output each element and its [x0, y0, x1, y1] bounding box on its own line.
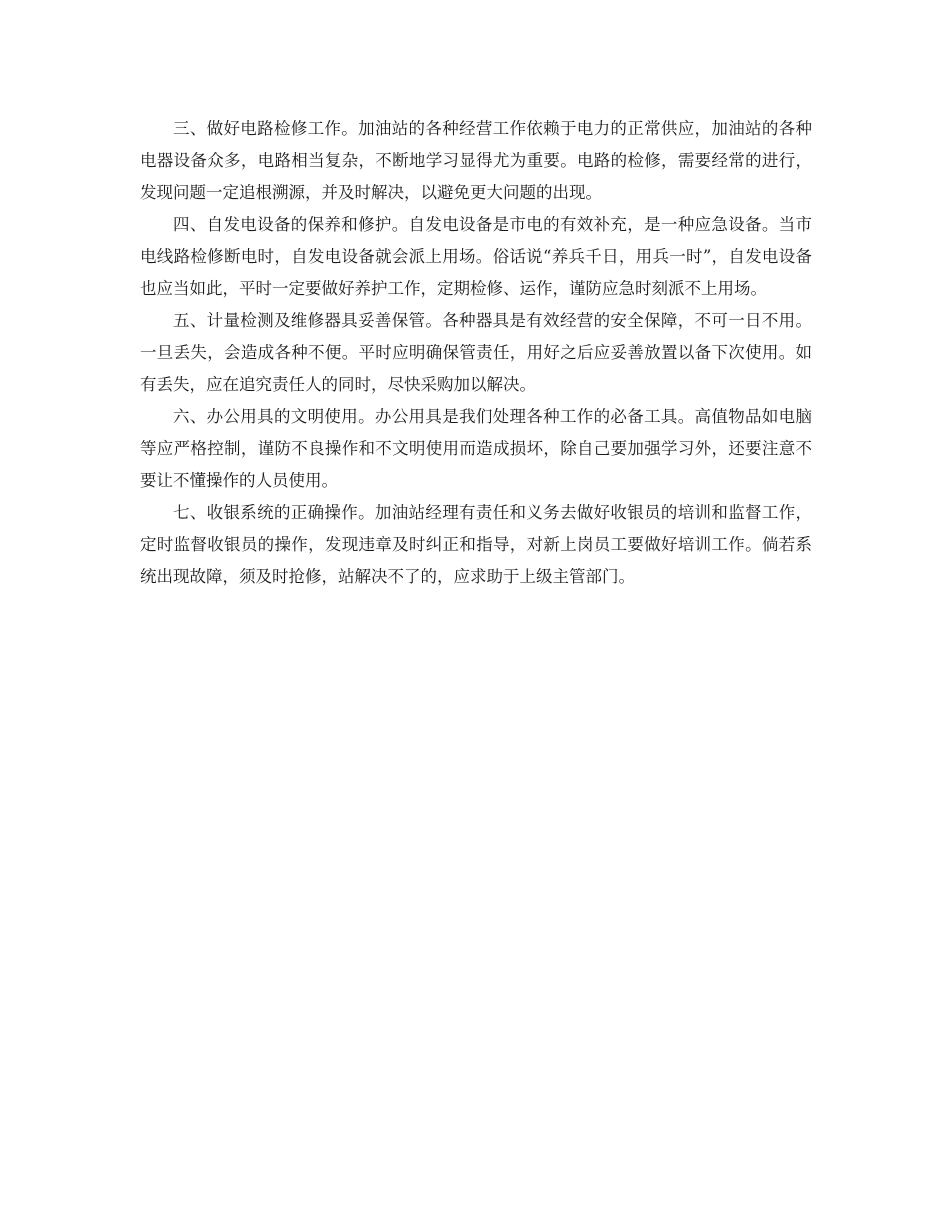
paragraph-office-equipment: 六、办公用具的文明使用。办公用具是我们处理各种工作的必备工具。高值物品如电脑等应严格控制，谨防不良操作和不文明使用而造成损坏，除自己要加强学习外，还要注意不要让不懂操作的人员使用。 [140, 407, 812, 490]
document-body [140, 113, 812, 593]
paragraph-generator-maintenance: 四、自发电设备的保养和修护。自发电设备是市电的有效补充，是一种应急设备。当市电线路检修断电时，自发电设备就会派上用场。俗话说“养兵千日，用兵一时”，自发电设备也应当如此，平时一定要做好养护工作，定期检修、运作，谨防应急时刻派不上用场。 [140, 215, 812, 298]
paragraph-cashier-system: 七、收银系统的正确操作。加油站经理有责任和义务去做好收银员的培训和监督工作，定时监督收银员的操作，发现违章及时纠正和指导，对新上岗员工要做好培训工作。倘若系统出现故障，须及时抢修，站解决不了的，应求助于上级主管部门。 [140, 503, 812, 586]
paragraph-circuit-maintenance: 三、做好电路检修工作。加油站的各种经营工作依赖于电力的正常供应，加油站的各种电器设备众多，电路相当复杂，不断地学习显得尤为重要。电路的检修，需要经常的进行，发现问题一定追根溯源，并及时解决，以避免更大问题的出现。 [140, 119, 812, 202]
paragraph-tool-storage: 五、计量检测及维修器具妥善保管。各种器具是有效经营的安全保障，不可一日不用。一旦丢失，会造成各种不便。平时应明确保管责任，用好之后应妥善放置以备下次使用。如有丢失，应在追究责任人的同时，尽快采购加以解决。 [140, 311, 812, 394]
